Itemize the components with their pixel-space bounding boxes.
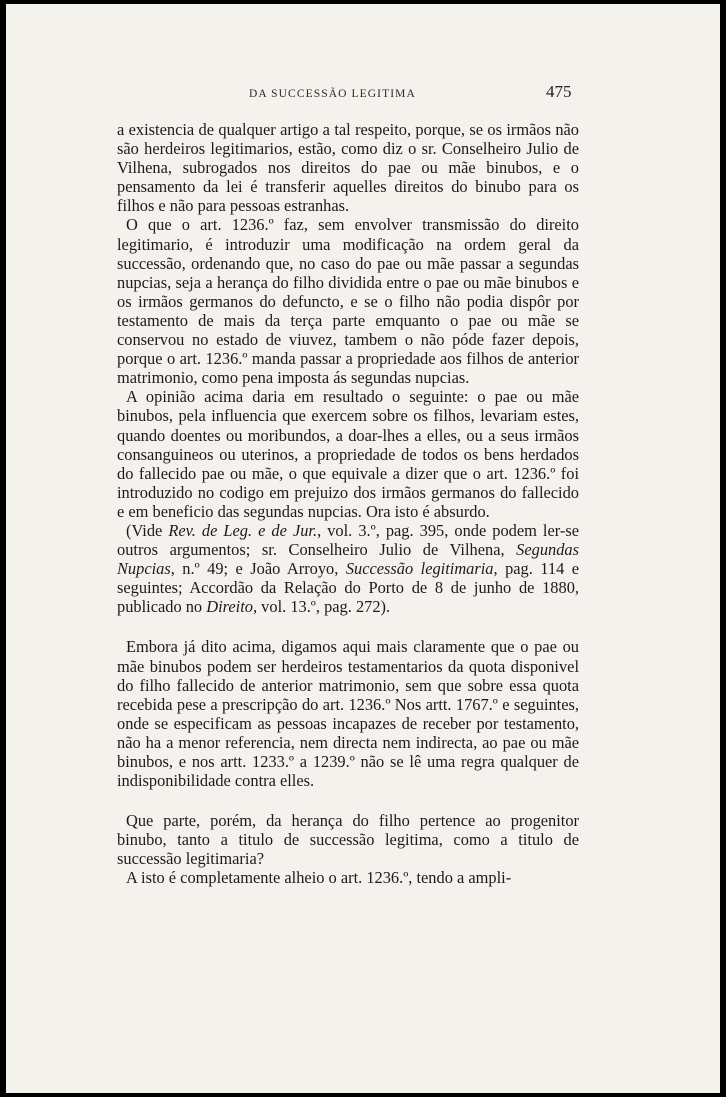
citation-paragraph bbox=[117, 521, 579, 616]
paragraph: a existencia de qualquer artigo a tal respeito, porque, se os irmãos não são herdeiros legitimarios, estão, como diz o sr. Conselheiro Julio de Vilhena, subrogados nos direitos do pae ou mãe binubos, e o pensamento da lei é transferir aquelles direitos do binubo para os filhos e não para pessoas estranhas. bbox=[117, 120, 579, 216]
running-title: DA SUCCESSÃO LEGITIMA bbox=[249, 88, 416, 100]
body-text bbox=[117, 120, 579, 888]
paragraph: A isto é completamente alheio o art. 1236.º, tendo a ampli- bbox=[126, 868, 512, 888]
citation-open: (Vide bbox=[126, 520, 169, 540]
page-number: 475 bbox=[546, 82, 572, 101]
book-page bbox=[6, 4, 720, 1093]
citation-text: , pag. 114 e seguintes; Accordão da Relação do Porto de 8 de junho de 1880, publicado no bbox=[117, 559, 580, 617]
page-header bbox=[6, 82, 720, 108]
paragraph-gap bbox=[117, 616, 579, 637]
paragraph: O que o art. 1236.º faz, sem envolver transmissão do direito legitimario, é introduzir uma modificação na ordem geral da successão, ordenando que, no caso do pae ou mãe passar a segundas nupcias, seja a herança do filho dividida entre o pae ou mãe binubos e os irmãos germanos do defuncto, e se o filho não podia dispôr por testamento de mais da terça parte emquanto o pae ou mãe se conservou no estado de viuvez, tambem o não póde fazer depois, porque o art. 1236.º manda passar a propriedade aos filhos de anterior matrimonio, como pena imposta ás segundas nupcias. bbox=[117, 215, 579, 388]
citation-work: Direito bbox=[206, 597, 253, 617]
paragraph-gap bbox=[117, 790, 579, 811]
paragraph: Que parte, porém, da herança do filho pertence ao progenitor binubo, tanto a titulo de successão legitima, como a titulo de successão legitimaria? bbox=[117, 811, 579, 869]
citation-text: , vol. 13.º, pag. 272). bbox=[252, 597, 391, 617]
citation-journal: Rev. de Leg. e de Jur. bbox=[168, 520, 318, 540]
paragraph: A opinião acima daria em resultado o seguinte: o pae ou mãe binubos, pela influencia que exercem sobre os filhos, levariam estes, quando doentes ou moribundos, a doar-lhes a elles, ou a seus irmãos consanguineos ou uterinos, a propriedade de todos os bens herdados do fallecido pae ou mãe, o que equivale a dizer que o art. 1236.º foi introduzido no codigo em prejuizo dos irmãos germanos do fallecido e em beneficio das segundas nupcias. Ora isto é absurdo. bbox=[117, 387, 579, 521]
citation-text: , vol. 3.º, pag. 395, onde podem ler-se outros argumentos; sr. Conselheiro Julio de Vilhena, bbox=[117, 520, 579, 560]
citation-text: , n.º 49; e João Arroyo, bbox=[170, 559, 346, 579]
citation-work: Segundas Nupcias bbox=[117, 540, 579, 579]
paragraph: Embora já dito acima, digamos aqui mais claramente que o pae ou mãe binubos podem ser herdeiros testamentarios da quota disponivel do filho fallecido de anterior matrimonio, sem que sobre essa quota recebida pese a prescripção do art. 1236.º Nos artt. 1767.º e seguintes, onde se especificam as pessoas incapazes de receber por testamento, não ha a menor referencia, nem directa nem indirecta, ao pae ou mãe binubos, e nos artt. 1233.º a 1239.º não se lê uma regra qualquer de indisponibilidade contra elles. bbox=[117, 637, 579, 791]
citation-work: Successão legitimaria bbox=[345, 559, 494, 579]
